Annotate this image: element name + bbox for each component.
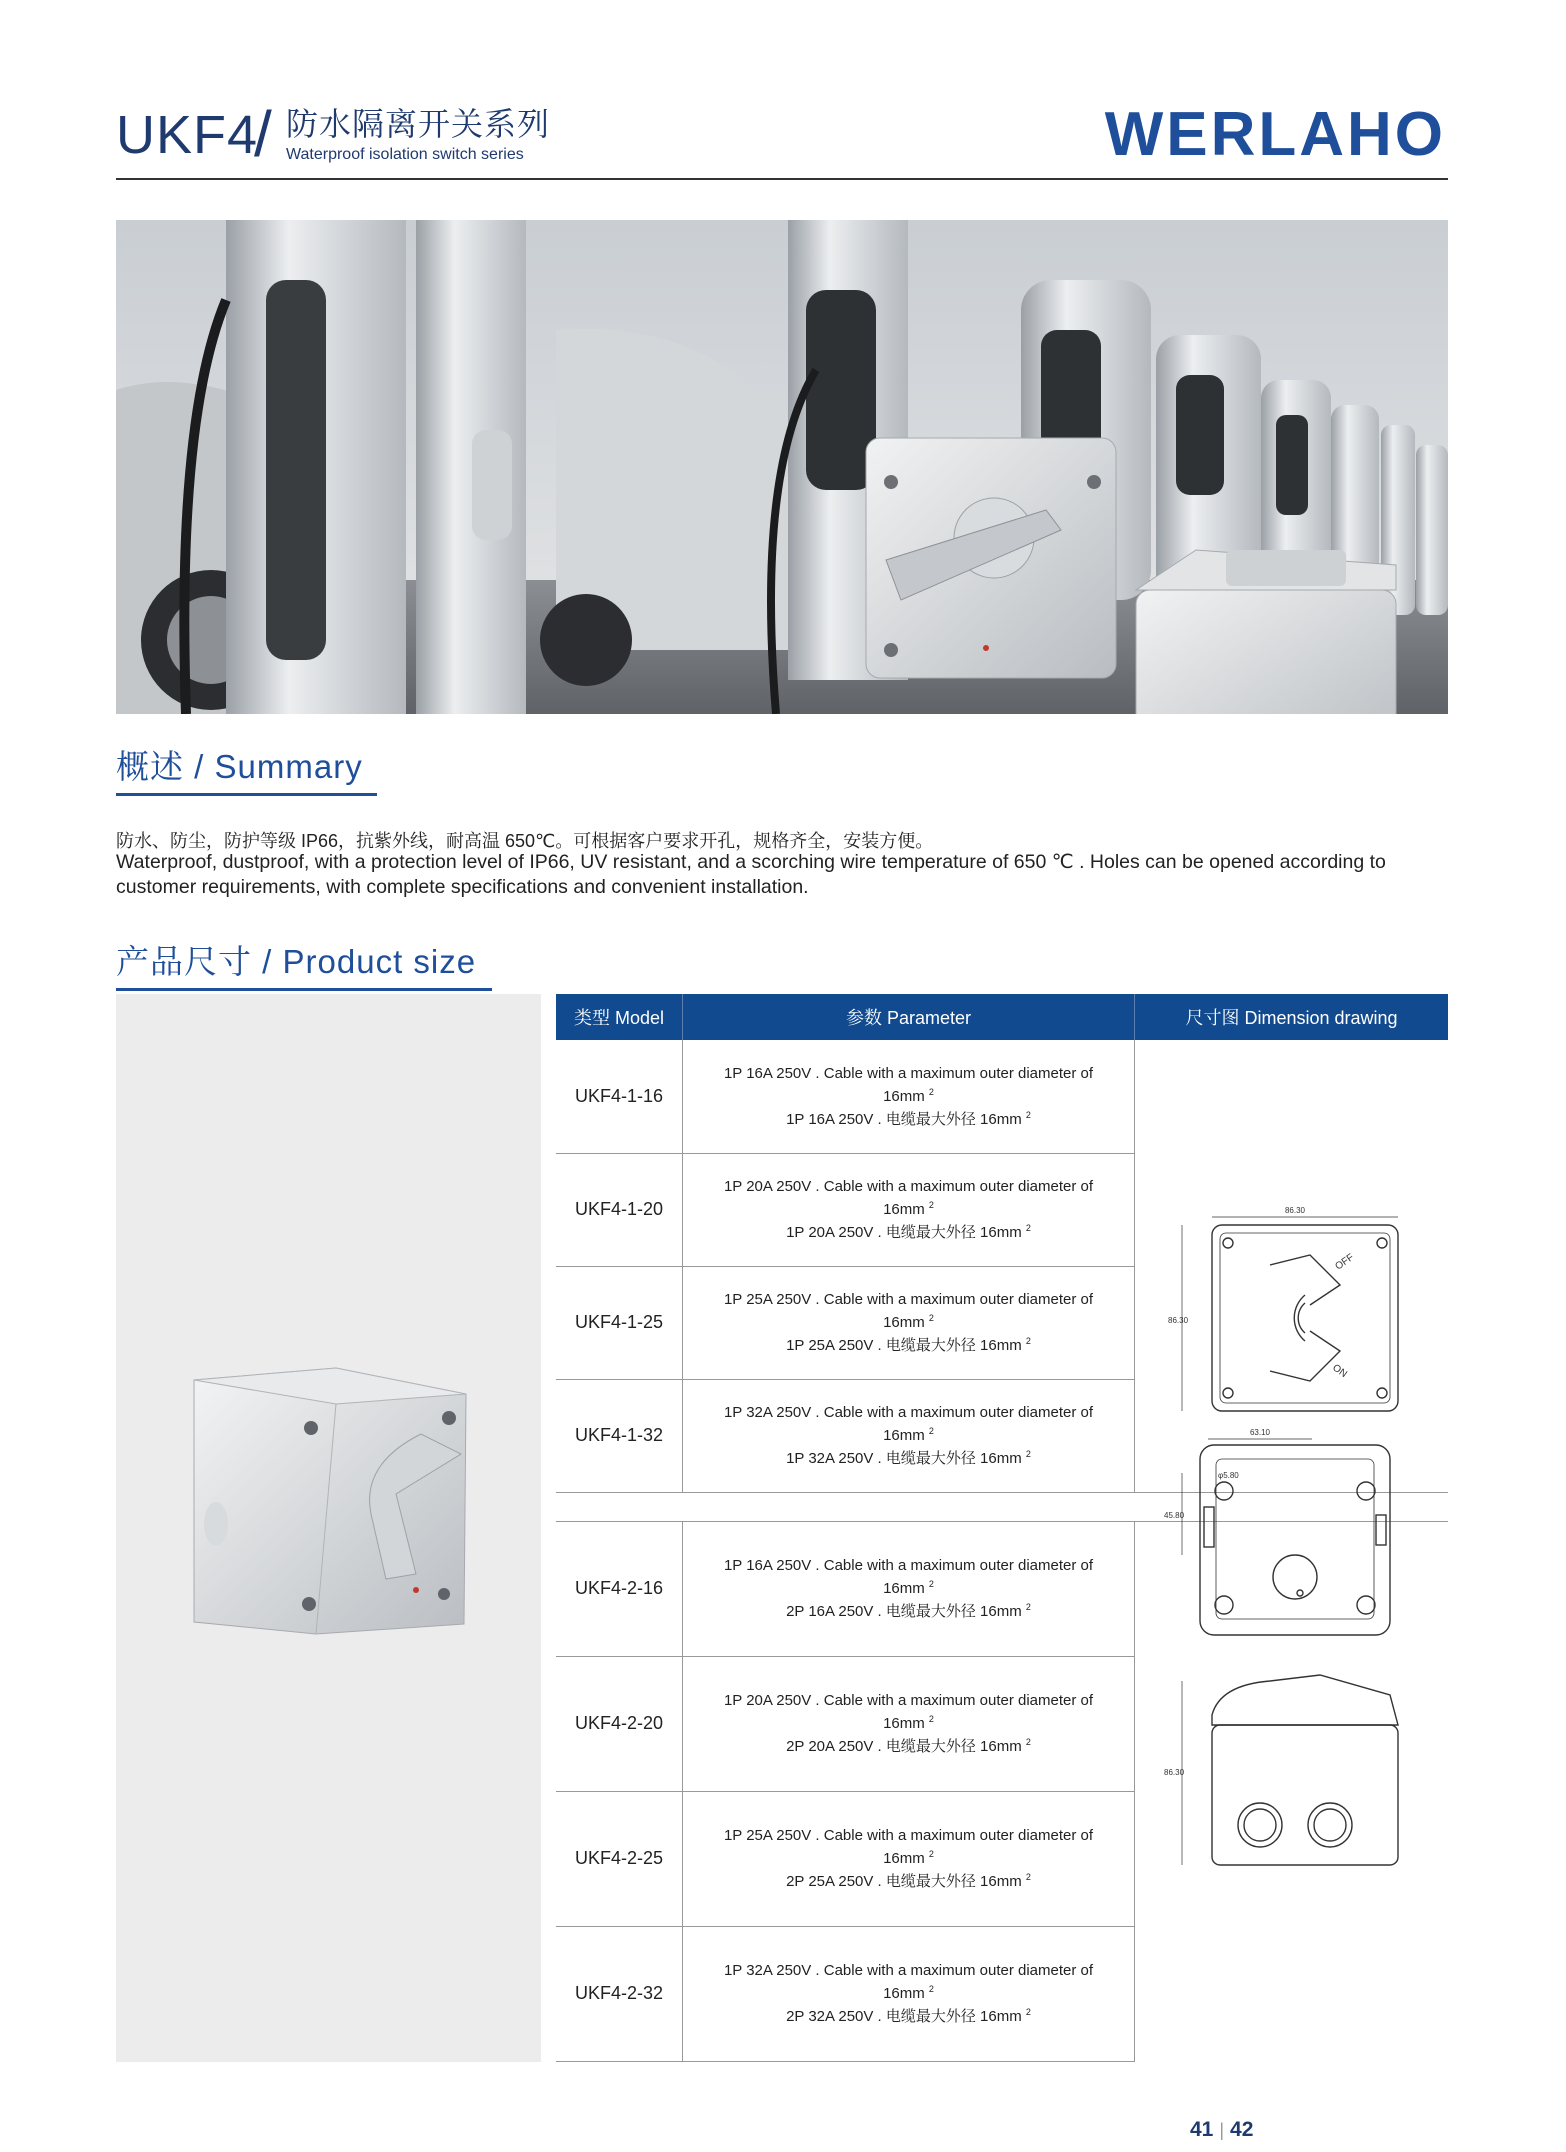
header-dimension-drawing: 尺寸图 Dimension drawing bbox=[1135, 994, 1449, 1040]
param-line-en: 1P 25A 250V . Cable with a maximum outer diameter of bbox=[723, 1291, 1094, 1308]
param-line-unit: 16mm $^2$ bbox=[883, 1086, 934, 1105]
dim-mid-height: 45.80 bbox=[1164, 1511, 1185, 1520]
param-line-unit: 16mm $^2$ bbox=[883, 1714, 934, 1732]
summary-underline bbox=[116, 793, 377, 796]
param-cell bbox=[683, 1926, 1135, 2061]
param-cell bbox=[683, 1153, 1135, 1266]
param-line-cn: 1P 25A 250V . 电缆最大外径 16mm $^2$ bbox=[786, 1336, 1031, 1354]
model-cell: UKF4-1-25 bbox=[556, 1266, 683, 1379]
param-line-en: 1P 25A 250V . Cable with a maximum outer diameter of bbox=[723, 1827, 1094, 1844]
header-slash: / bbox=[254, 98, 272, 170]
param-line-unit: 16mm $^2$ bbox=[883, 1200, 934, 1218]
product-size-title: 产品尺寸 / Product size bbox=[116, 943, 477, 980]
header-parameter: 参数 Parameter bbox=[683, 994, 1135, 1040]
param-line-cn: 2P 32A 250V . 电缆最大外径 16mm $^2$ bbox=[786, 2007, 1031, 2025]
dim-bottom-height: 86.30 bbox=[1164, 1768, 1185, 1777]
page-left: 41 bbox=[1190, 2118, 1214, 2141]
param-cell bbox=[683, 1791, 1135, 1926]
product-photo bbox=[116, 994, 541, 2062]
param-line-en: 1P 32A 250V . Cable with a maximum outer diameter of bbox=[723, 1404, 1094, 1421]
header-model: 类型 Model bbox=[556, 994, 683, 1040]
param-line-unit: 16mm $^2$ bbox=[883, 1313, 934, 1331]
param-line-en: 1P 32A 250V . Cable with a maximum outer diameter of bbox=[723, 1962, 1094, 1979]
param-cell bbox=[683, 1521, 1135, 1656]
model-cell: UKF4-2-20 bbox=[556, 1656, 683, 1791]
dimension-drawing bbox=[1160, 1195, 1410, 1875]
series-title-en: Waterproof isolation switch series bbox=[286, 146, 524, 163]
hero-illustration bbox=[116, 220, 1448, 714]
param-line-cn: 1P 20A 250V . 电缆最大外径 16mm $^2$ bbox=[786, 1223, 1031, 1241]
product-size-underline bbox=[116, 988, 492, 991]
param-line-en: 1P 16A 250V . Cable with a maximum outer diameter of bbox=[723, 1557, 1094, 1574]
page-separator: | bbox=[1219, 2120, 1225, 2140]
series-model: UKF4 bbox=[116, 105, 259, 165]
param-line-cn: 1P 16A 250V . 电缆最大外径 16mm $^2$ bbox=[786, 1109, 1031, 1128]
param-cell bbox=[683, 1040, 1135, 1153]
table-header-row bbox=[556, 994, 1448, 1040]
param-line-cn: 1P 32A 250V . 电缆最大外径 16mm $^2$ bbox=[786, 1449, 1031, 1467]
page-number bbox=[1190, 2118, 1253, 2142]
table-row bbox=[556, 1040, 1448, 1153]
summary-title: 概述 / Summary bbox=[116, 748, 363, 785]
dim-mid-width: 63.10 bbox=[1249, 1428, 1271, 1437]
summary-text-cn: 防水、防尘，防护等级 IP66，抗紫外线，耐高温 650℃。可根据客户要求开孔，规格齐全，安装方便。 bbox=[116, 831, 934, 851]
param-cell bbox=[683, 1266, 1135, 1379]
brand-logo: WERLAHO bbox=[1104, 100, 1446, 169]
param-line-unit: 16mm $^2$ bbox=[883, 1984, 934, 2002]
dim-side-height: 86.30 bbox=[1168, 1316, 1189, 1325]
label-on: ON bbox=[1330, 1362, 1349, 1381]
param-line-en: 1P 20A 250V . Cable with a maximum outer diameter of bbox=[723, 1692, 1094, 1709]
product-photo-panel bbox=[116, 994, 541, 2062]
model-cell: UKF4-2-16 bbox=[556, 1521, 683, 1656]
summary-text-en: Waterproof, dustproof, with a protection level of IP66, UV resistant, and a scorching wire temperature of 650 ℃ . Holes can be opened according to customer requirements, with complete specifications and convenient installation. bbox=[116, 851, 1386, 898]
label-off: OFF bbox=[1333, 1251, 1357, 1273]
model-cell: UKF4-2-32 bbox=[556, 1926, 683, 2061]
param-line-en: 1P 20A 250V . Cable with a maximum outer diameter of bbox=[723, 1178, 1094, 1195]
dim-hole: φ5.80 bbox=[1218, 1471, 1239, 1480]
series-title-cn: 防水隔离开关系列 bbox=[286, 106, 551, 142]
param-line-unit: 16mm $^2$ bbox=[883, 1426, 934, 1444]
model-cell: UKF4-1-32 bbox=[556, 1379, 683, 1492]
param-cell bbox=[683, 1379, 1135, 1492]
model-cell: UKF4-1-20 bbox=[556, 1153, 683, 1266]
param-line-unit: 16mm $^2$ bbox=[883, 1579, 934, 1597]
param-line-cn: 2P 16A 250V . 电缆最大外径 16mm $^2$ bbox=[786, 1602, 1031, 1620]
param-line-unit: 16mm $^2$ bbox=[883, 1849, 934, 1867]
param-line-cn: 2P 20A 250V . 电缆最大外径 16mm $^2$ bbox=[786, 1737, 1031, 1755]
header-divider bbox=[116, 178, 1448, 180]
param-line-en: 1P 16A 250V . Cable with a maximum outer diameter of bbox=[723, 1064, 1094, 1082]
model-cell: UKF4-2-25 bbox=[556, 1791, 683, 1926]
model-cell: UKF4-1-16 bbox=[556, 1040, 683, 1153]
page-right: 42 bbox=[1230, 2118, 1254, 2141]
param-line-cn: 2P 25A 250V . 电缆最大外径 16mm $^2$ bbox=[786, 1872, 1031, 1890]
param-cell bbox=[683, 1656, 1135, 1791]
hero-image bbox=[116, 220, 1448, 714]
dim-top-width: 86.30 bbox=[1284, 1206, 1306, 1215]
